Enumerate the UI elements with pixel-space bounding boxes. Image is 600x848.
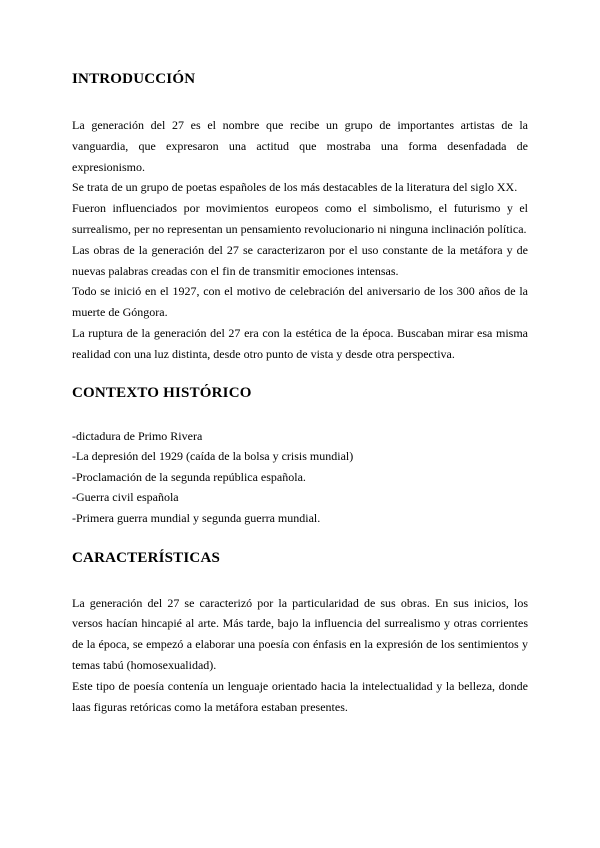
intro-paragraph: Las obras de la generación del 27 se caracterizaron por el uso constante de la metáfora y de nuevas palabras creadas con el fin de transmitir emociones intensas.: [72, 242, 528, 278]
intro-paragraph: Fueron influenciados por movimientos europeos como el simbolismo, el futurismo y el surrealismo, per no representan un pensamiento revolucionario ni ninguna inclinación política.: [72, 201, 528, 236]
heading-introduccion: INTRODUCCIÓN: [72, 71, 196, 87]
caracteristicas-paragraph: Este tipo de poesía contenía un lenguaje orientado hacia la intelectualidad y la belleza, donde laas figuras retóricas como la metáfora estaban presentes.: [72, 678, 528, 714]
intro-paragraph: Se trata de un grupo de poetas españoles de los más destacables de la literatura del siglo XX.: [72, 180, 518, 195]
intro-paragraph: Todo se inició en el 1927, con el motivo de celebración del aniversario de los 300 años de la muerte de Góngora.: [72, 284, 528, 320]
intro-paragraph: La ruptura de la generación del 27 era con la estética de la época. Buscaban mirar esa misma realidad con una luz distinta, desde otro punto de vista y desde otra perspectiva.: [72, 325, 528, 361]
context-list-item: -La depresión del 1929 (caída de la bolsa y crisis mundial): [72, 449, 354, 464]
context-list-item: -Proclamación de la segunda república española.: [72, 469, 306, 484]
section-caracteristicas: [72, 593, 528, 718]
context-list-item: -dictadura de Primo Rivera: [72, 428, 203, 443]
context-list-item: -Guerra civil española: [72, 490, 179, 505]
section-contexto-historico: [72, 426, 528, 529]
caracteristicas-paragraph: La generación del 27 se caracterizó por la particularidad de sus obras. En sus inicios, los versos hacían hincapié al arte. Más tarde, bajo la influencia del surrealismo y otras corrientes de la época, se empezó a elaborar una poesía con énfasis en la expresión de los sentimientos y temas tabú (homosexualidad).: [72, 595, 528, 672]
section-introduccion: [72, 115, 528, 365]
heading-contexto-historico: CONTEXTO HISTÓRICO: [72, 384, 252, 401]
intro-paragraph: La generación del 27 es el nombre que recibe un grupo de importantes artistas de la vanguardia, que expresaron una actitud que mostraba una forma desenfadada de expresionismo.: [72, 118, 528, 174]
document-body: [72, 66, 528, 717]
context-list-item: -Primera guerra mundial y segunda guerra mundial.: [72, 510, 321, 525]
heading-caracteristicas: CARACTERÍSTICAS: [72, 549, 221, 566]
